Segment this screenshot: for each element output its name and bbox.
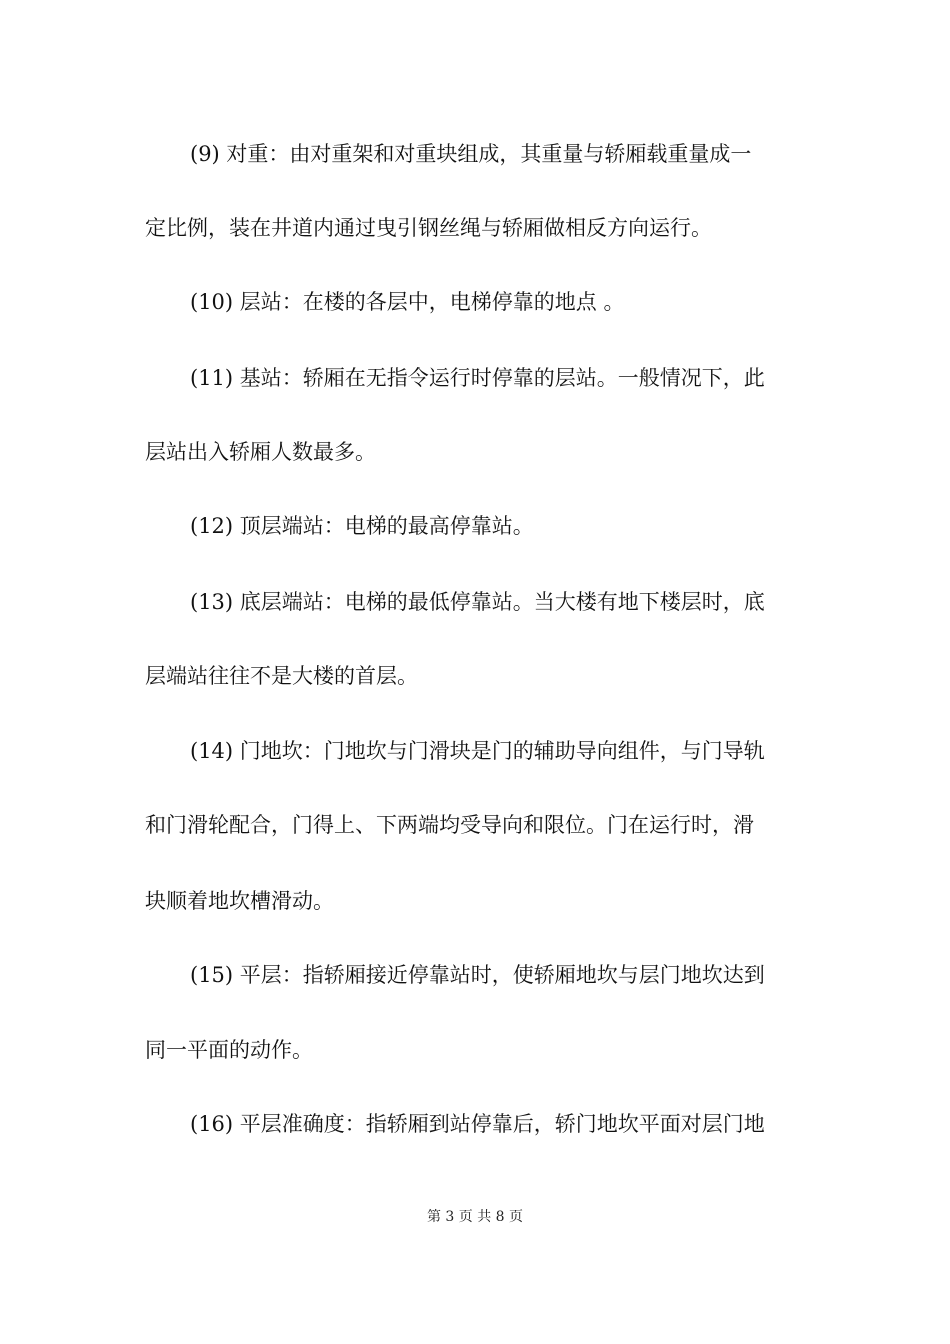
paragraph-13-line-1 (0, 585, 950, 619)
paragraph-15-line-2 (0, 1033, 950, 1067)
paragraph-text: 层端站往往不是大楼的首层。 (145, 664, 418, 688)
paragraph-9-line-1 (0, 137, 950, 171)
paragraph-text: 同一平面的动作。 (145, 1038, 313, 1062)
paragraph-12-line-1 (0, 509, 950, 543)
paragraph-text: (12) 顶层端站：电梯的最高停靠站。 (190, 514, 534, 538)
paragraph-14-line-1 (0, 734, 950, 768)
paragraph-11-line-1 (0, 361, 950, 395)
paragraph-15-line-1 (0, 958, 950, 992)
paragraph-text: (10) 层站：在楼的各层中，电梯停靠的地点 。 (190, 290, 625, 314)
page-footer (0, 1206, 950, 1228)
paragraph-14-line-3 (0, 884, 950, 918)
paragraph-text: (13) 底层端站：电梯的最低停靠站。当大楼有地下楼层时，底 (190, 590, 765, 614)
paragraph-text: 块顺着地坎槽滑动。 (145, 889, 334, 913)
page-number: 第 3 页 共 8 页 (426, 1209, 524, 1225)
paragraph-14-line-2 (0, 808, 950, 842)
paragraph-16-line-1 (0, 1107, 950, 1141)
paragraph-text: 和门滑轮配合，门得上、下两端均受导向和限位。门在运行时，滑 (145, 813, 754, 837)
paragraph-text: 层站出入轿厢人数最多。 (145, 440, 376, 464)
paragraph-9-line-2 (0, 211, 950, 245)
paragraph-text: 定比例，装在井道内通过曳引钢丝绳与轿厢做相反方向运行。 (145, 216, 712, 240)
paragraph-text: (11) 基站：轿厢在无指令运行时停靠的层站。一般情况下，此 (190, 366, 765, 390)
paragraph-text: (9) 对重：由对重架和对重块组成，其重量与轿厢载重量成一 (190, 142, 752, 166)
paragraph-13-line-2 (0, 659, 950, 693)
paragraph-11-line-2 (0, 435, 950, 469)
paragraph-text: (15) 平层：指轿厢接近停靠站时，使轿厢地坎与层门地坎达到 (190, 963, 765, 987)
paragraph-10-line-1 (0, 285, 950, 319)
paragraph-text: (14) 门地坎：门地坎与门滑块是门的辅助导向组件，与门导轨 (190, 739, 765, 763)
paragraph-text: (16) 平层准确度：指轿厢到站停靠后，轿门地坎平面对层门地 (190, 1112, 765, 1136)
